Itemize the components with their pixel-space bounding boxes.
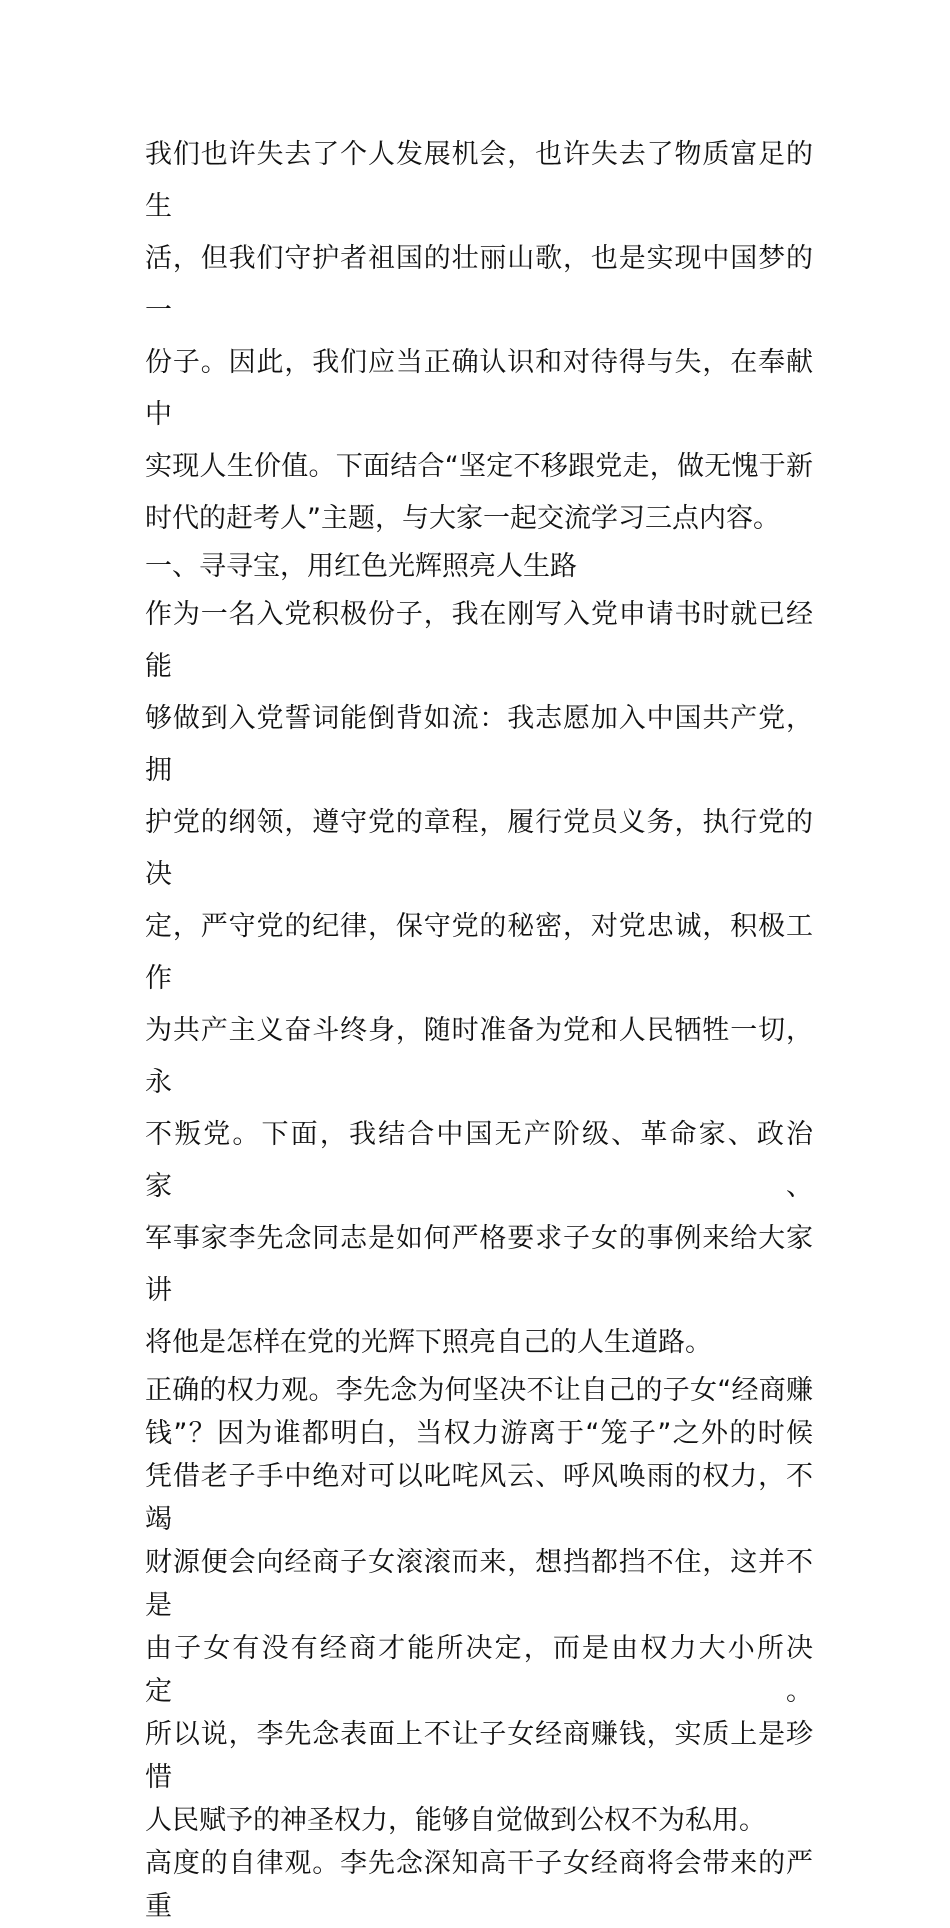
text-line: 人民赋予的神圣权力，能够自觉做到公权不为私用。 bbox=[145, 1805, 766, 1836]
text-line: 财源便会向经商子女滚滚而来，想挡都挡不住，这并不是 bbox=[145, 1547, 813, 1621]
text-line: 我们也许失去了个人发展机会，也许失去了物质富足的生 bbox=[145, 139, 813, 222]
text-line: 不叛党。下面，我结合中国无产阶级、革命家、政治家、 bbox=[145, 1119, 813, 1202]
text-line: 护党的纲领，遵守党的章程，履行党员义务，执行党的决 bbox=[145, 807, 813, 890]
text-line: 钱”？因为谁都明白，当权力游离于“笼子”之外的时候 bbox=[145, 1418, 813, 1449]
oath-paragraph bbox=[145, 589, 813, 1369]
intro-paragraph bbox=[145, 129, 813, 545]
text-line: 作为一名入党积极份子，我在刚写入党申请书时就已经能 bbox=[145, 599, 813, 682]
text-line: 时代的赶考人”主题，与大家一起交流学习三点内容。 bbox=[145, 503, 780, 534]
text-line: 实现人生价值。下面结合“坚定不移跟党走，做无愧于新 bbox=[145, 451, 813, 482]
text-line: 一、寻寻宝，用红色光辉照亮人生路 bbox=[145, 551, 577, 582]
text-line: 所以说，李先念表面上不让子女经商赚钱，实质上是珍惜 bbox=[145, 1719, 813, 1793]
text-line: 定，严守党的纪律，保守党的秘密，对党忠诚，积极工作 bbox=[145, 911, 813, 994]
text-line: 正确的权力观。李先念为何坚决不让自己的子女“经商赚 bbox=[145, 1375, 813, 1406]
text-line: 份子。因此，我们应当正确认识和对待得与失，在奉献中 bbox=[145, 347, 813, 430]
text-line: 凭借老子手中绝对可以叱咤风云、呼风唤雨的权力，不竭 bbox=[145, 1461, 813, 1535]
text-line: 由子女有没有经商才能所决定，而是由权力大小所决定。 bbox=[145, 1633, 813, 1707]
text-line: 为共产主义奋斗终身，随时准备为党和人民牺牲一切，永 bbox=[145, 1015, 813, 1098]
section-heading bbox=[145, 545, 813, 589]
text-line: 军事家李先念同志是如何严格要求子女的事例来给大家讲 bbox=[145, 1223, 813, 1306]
text-line: 高度的自律观。李先念深知高干子女经商将会带来的严重 bbox=[145, 1848, 813, 1922]
power-view-paragraph bbox=[145, 1369, 813, 1928]
text-line: 够做到入党誓词能倒背如流：我志愿加入中国共产党，拥 bbox=[145, 703, 813, 786]
text-line: 活，但我们守护者祖国的壮丽山歌，也是实现中国梦的一 bbox=[145, 243, 813, 326]
text-line: 将他是怎样在党的光辉下照亮自己的人生道路。 bbox=[145, 1327, 712, 1358]
